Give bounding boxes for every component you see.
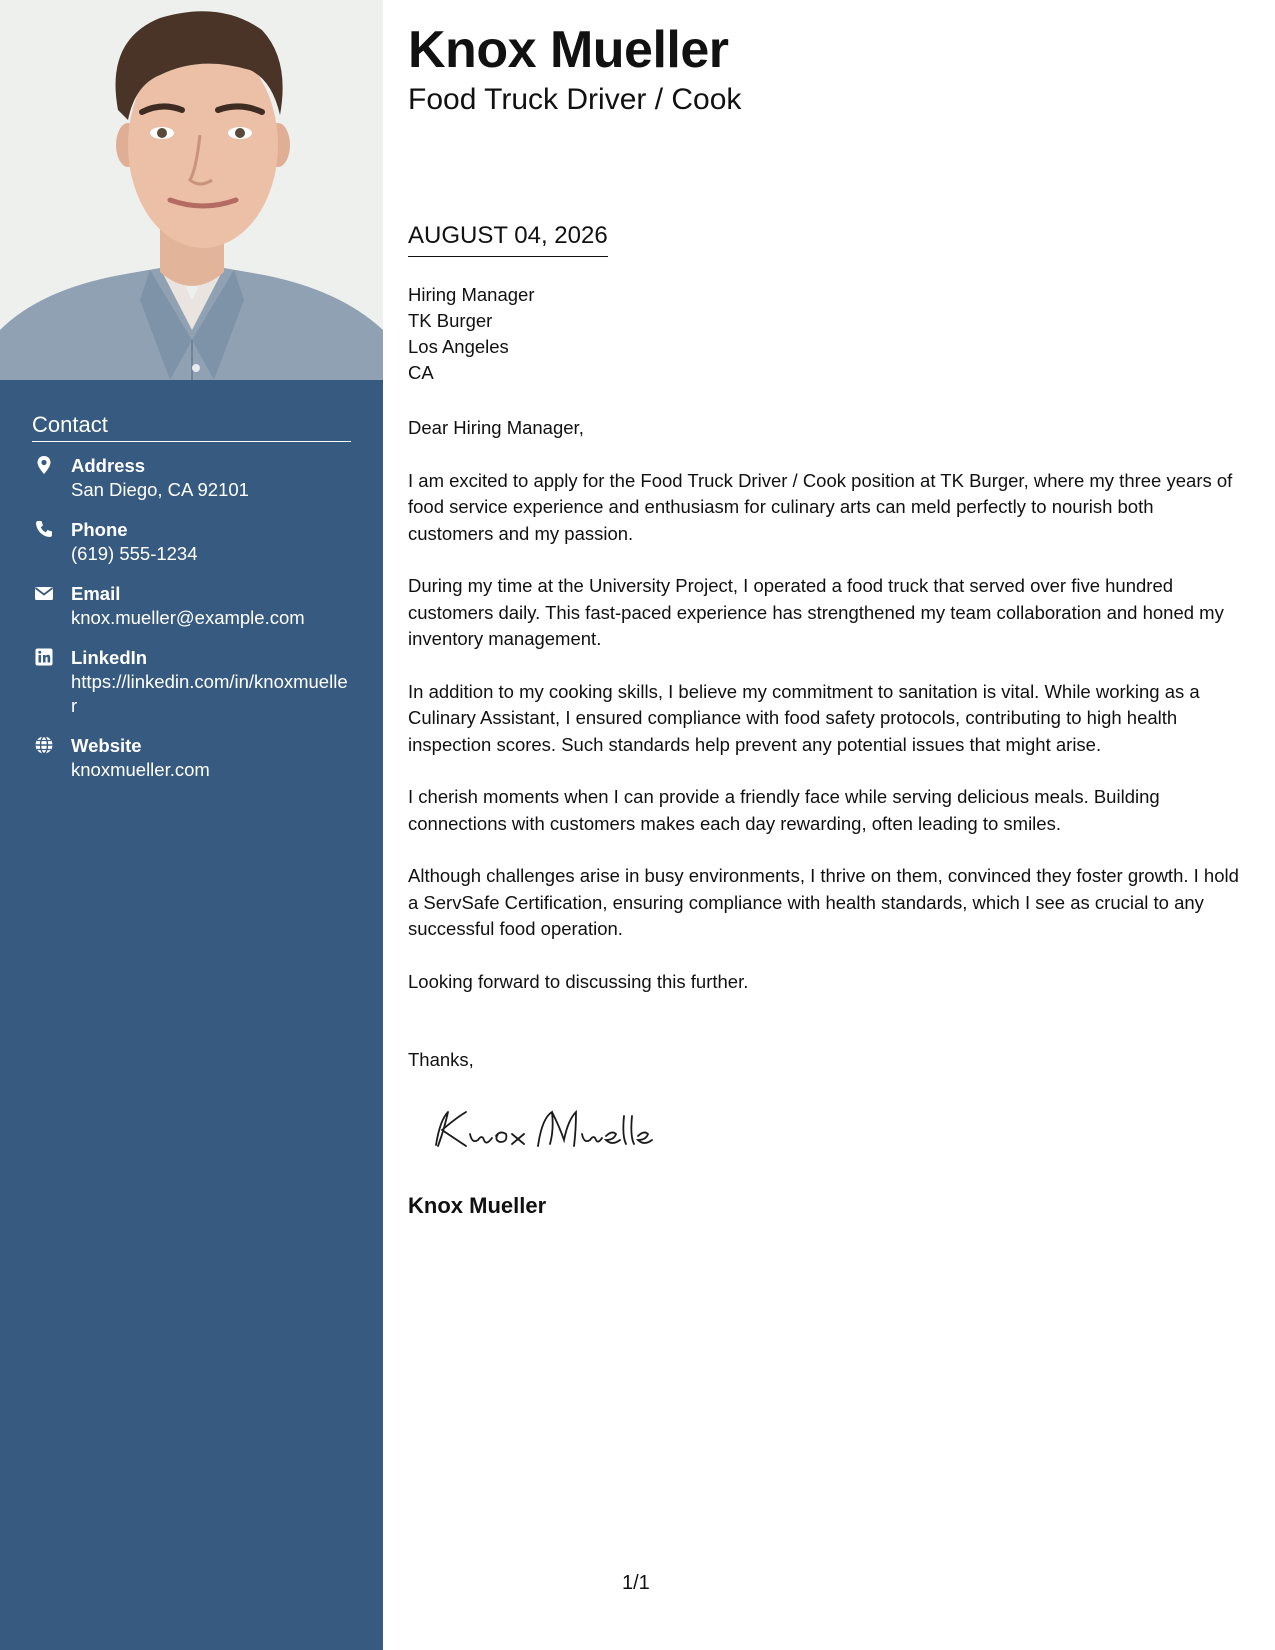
handwritten-signature	[426, 1100, 656, 1165]
body-paragraph: Looking forward to discussing this further.	[408, 970, 749, 992]
body-paragraph: I am excited to apply for the Food Truck Driver / Cook position at TK Burger, where my three years of food service experience and enthusiasm for culinary arts can meld perfectly to nourish both customers and my passion.	[408, 469, 1233, 544]
contact-phone	[32, 518, 351, 566]
contact-linkedin	[32, 646, 351, 718]
globe-icon	[34, 735, 54, 755]
letter-date: AUGUST 04, 2026	[408, 222, 608, 257]
envelope-icon	[34, 583, 54, 603]
profile-photo	[0, 0, 383, 380]
recipient-line: Los Angeles	[408, 336, 509, 357]
recipient-line: CA	[408, 362, 434, 383]
signer-name: Knox Mueller	[408, 1193, 547, 1218]
address-label: Address	[71, 455, 146, 476]
map-pin-icon	[34, 455, 54, 475]
address-value: San Diego, CA 92101	[71, 479, 249, 500]
website-label: Website	[71, 735, 142, 756]
recipient-line: Hiring Manager	[408, 284, 535, 305]
recipient-block	[408, 282, 534, 386]
linkedin-label: LinkedIn	[71, 647, 148, 668]
email-value[interactable]: knox.mueller@example.com	[71, 607, 305, 628]
applicant-name: Knox Mueller	[408, 21, 729, 79]
salutation: Dear Hiring Manager,	[408, 417, 584, 438]
contact-email	[32, 582, 351, 630]
website-value[interactable]: knoxmueller.com	[71, 759, 210, 780]
phone-label: Phone	[71, 519, 128, 540]
linkedin-value[interactable]: https://linkedin.com/in/knoxmueller	[71, 671, 348, 716]
email-label: Email	[71, 583, 121, 604]
contact-section	[32, 412, 351, 798]
contact-website	[32, 734, 351, 782]
phone-icon	[34, 519, 54, 539]
body-paragraph: Although challenges arise in busy environments, I thrive on them, convinced they foster growth. I hold a ServSafe Certification, ensuring compliance with health standards, which I see as crucial to any successful food operation.	[408, 865, 1239, 939]
letter-body	[408, 415, 1243, 1021]
linkedin-icon	[34, 647, 54, 667]
body-paragraph: In addition to my cooking skills, I believe my commitment to sanitation is vital. While working as a Culinary Assistant, I ensured compliance with food safety protocols, contributing to high health inspection scores. Such standards help prevent any potential issues that might arise.	[408, 680, 1200, 755]
contact-heading: Contact	[32, 412, 351, 442]
phone-value: (619) 555-1234	[71, 543, 198, 564]
recipient-line: TK Burger	[408, 310, 493, 331]
job-title: Food Truck Driver / Cook	[408, 83, 742, 116]
body-paragraph: I cherish moments when I can provide a friendly face while serving delicious meals. Building connections with customers makes each day rewarding, often leading to smiles.	[408, 786, 1160, 834]
closing: Thanks,	[408, 1049, 474, 1070]
page-number: 1/1	[622, 1572, 650, 1594]
sidebar	[0, 0, 383, 1650]
body-paragraph: During my time at the University Project, I operated a food truck that served over five hundred customers daily. This fast-paced experience has strengthened my team collaboration and honed my inventory management.	[408, 575, 1224, 649]
contact-address	[32, 454, 351, 502]
